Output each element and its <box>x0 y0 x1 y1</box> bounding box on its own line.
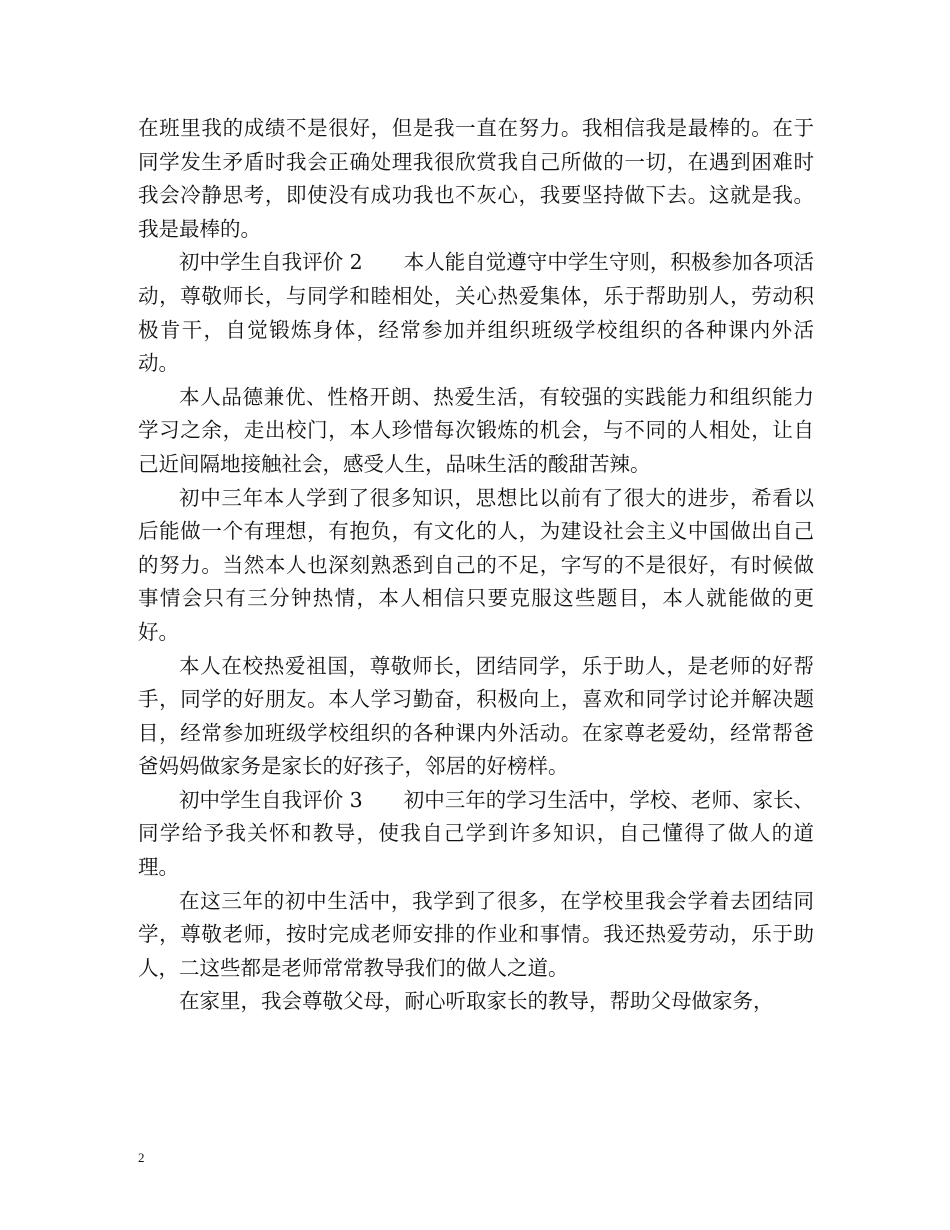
paragraph-2: 初中学生自我评价 2 本人能自觉遵守中学生守则，积极参加各项活动，尊敬师长，与同学和睦相处，关心热爱集体，乐于帮助别人，劳动积极肯干，自觉锻炼身体，经常参加并组织班级学校组织的各种课内外活动。 <box>138 250 814 376</box>
paragraph-7: 在这三年的初中生活中，我学到了很多，在学校里我会学着去团结同学，尊敬老师，按时完成老师安排的作业和事情。我还热爱劳动，乐于助人，二这些都是老师常常教导我们的做人之道。 <box>138 888 814 980</box>
document-body <box>138 112 814 1019</box>
paragraph-8: 在家里，我会尊敬父母，耐心听取家长的教导，帮助父母做家务， <box>179 989 774 1014</box>
paragraph-3: 本人品德兼优、性格开朗、热爱生活，有较强的实践能力和组织能力学习之余，走出校门，本人珍惜每次锻炼的机会，与不同的人相处，让自己近间隔地接触社会，感受人生，品味生活的酸甜苦辣。 <box>138 384 814 476</box>
page-number: 2 <box>138 1150 145 1165</box>
paragraph-5: 本人在校热爱祖国，尊敬师长，团结同学，乐于助人，是老师的好帮手，同学的好朋友。本人学习勤奋，积极向上，喜欢和同学讨论并解决题目，经常参加班级学校组织的各种课内外活动。在家尊老爱幼，经常帮爸爸妈妈做家务是家长的好孩子，邻居的好榜样。 <box>138 653 814 779</box>
paragraph-6: 初中学生自我评价 3 初中三年的学习生活中，学校、老师、家长、同学给予我关怀和教导，使我自己学到许多知识，自己懂得了做人的道理。 <box>138 787 814 880</box>
paragraph-1: 在班里我的成绩不是很好，但是我一直在努力。我相信我是最棒的。在于同学发生矛盾时我会正确处理我很欣赏我自己所做的一切，在遇到困难时我会冷静思考，即使没有成功我也不灰心，我要坚持做下去。这就是我。我是最棒的。 <box>138 116 814 241</box>
paragraph-4: 初中三年本人学到了很多知识，思想比以前有了很大的进步，希看以后能做一个有理想，有抱负，有文化的人，为建设社会主义中国做出自己的努力。当然本人也深刻熟悉到自己的不足，字写的不是很好，有时候做事情会只有三分钟热情，本人相信只要克服这些题目，本人就能做的更好。 <box>138 485 814 644</box>
